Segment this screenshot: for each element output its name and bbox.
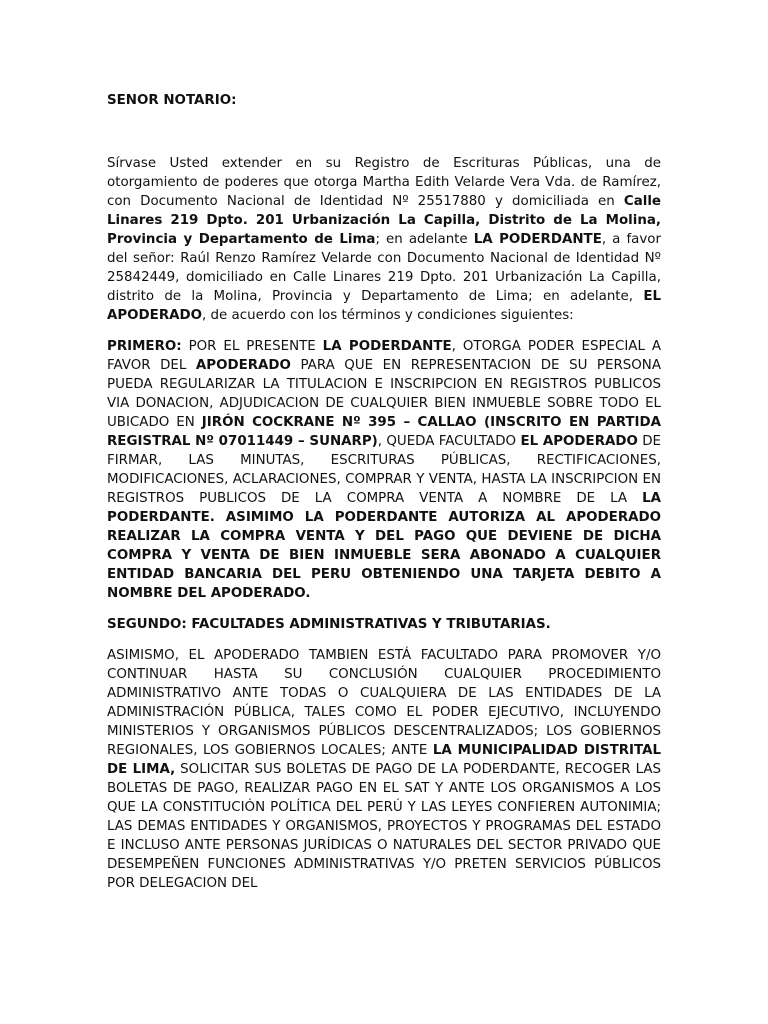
intro-paragraph <box>107 154 661 325</box>
primero-paragraph <box>107 337 661 603</box>
segundo-text-2: SOLICITAR SUS BOLETAS DE PAGO DE LA PODERDANTE, RECOGER LAS BOLETAS DE PAGO, REALIZAR PAGO EN EL SAT Y ANTE LOS ORGANISMOS A LOS QUE LA CONSTITUCIÓN POLÍTICA DEL PERÚ Y LAS LEYES CONFIEREN AUTONIMIA; LAS DEMAS ENTIDADES Y ORGANISMOS, PROYECTOS Y PROGRAMAS DEL ESTADO E INCLUSO ANTE PERSONAS JURÍDICAS O NATURALES DEL SECTOR PRIVADO QUE DESEMPEÑEN FUNCIONES ADMINISTRATIVAS Y/O PRETEN SERVICIOS PÚBLICOS POR DELEGACION DEL <box>107 762 661 891</box>
segundo-paragraph <box>107 646 661 893</box>
intro-poderdante: LA PODERDANTE <box>473 232 602 247</box>
primero-label: PRIMERO: <box>107 339 182 354</box>
intro-apoderado: EL APODERADO <box>107 289 661 323</box>
primero-text-5: DE FIRMAR, LAS MINUTAS, ESCRITURAS PÚBLICAS, RECTIFICACIONES, MODIFICACIONES, ACLARACIONES, COMPRAR Y VENTA, HASTA LA INSCRIPCION EN REGISTROS PUBLICOS DE LA COMPRA VENTA A NOMBRE DE LA <box>107 434 661 506</box>
document-heading: SENOR NOTARIO: <box>107 93 237 108</box>
intro-text-3: , a favor del señor: Raúl Renzo Ramírez Velarde con Documento Nacional de Identidad Nº 25842449, domiciliado en Calle Linares 219 Dpto. 201 Urbanización La Capilla, distrito de la Molina, Provincia y Departamento de Lima; en adelante, <box>107 232 661 304</box>
segundo-title: SEGUNDO: FACULTADES ADMINISTRATIVAS Y TRIBUTARIAS. <box>107 617 551 632</box>
primero-text-1: POR EL PRESENTE <box>181 339 323 354</box>
primero-apoderado: APODERADO <box>195 358 291 373</box>
primero-text-4: , QUEDA FACULTADO <box>377 434 521 449</box>
primero-authorization: LA PODERDANTE. ASIMIMO LA PODERDANTE AUTORIZA AL APODERADO REALIZAR LA COMPRA VENTA Y DEL PAGO QUE DEVIENE DE DICHA COMPRA Y VENTA DE BIEN INMUEBLE SERA ABONADO A CUALQUIER ENTIDAD BANCARIA DEL PERU OBTENIENDO UNA TARJETA DEBITO A NOMBRE DEL APODERADO. <box>107 491 661 601</box>
primero-text-3: PARA QUE EN REPRESENTACION DE SU PERSONA PUEDA REGULARIZAR LA TITULACION E INSCRIPCION EN REGISTROS PUBLICOS VIA DONACION, ADJUDICACION DE CUALQUIER BIEN INMUEBLE SOBRE TODO EL UBICADO EN <box>107 358 661 430</box>
intro-address: Calle Linares 219 Dpto. 201 Urbanización La Capilla, Distrito de La Molina, Provincia y Departamento de Lima <box>107 194 661 247</box>
intro-text-4: , de acuerdo con los términos y condiciones siguientes: <box>202 308 574 323</box>
segundo-municipalidad: LA MUNICIPALIDAD DISTRITAL DE LIMA, <box>107 743 661 777</box>
intro-text-1: Sírvase Usted extender en su Registro de Escrituras Públicas, una de otorgamiento de poderes que otorga Martha Edith Velarde Vera Vda. de Ramírez, con Documento Nacional de Identidad Nº 25517880 y domiciliada en <box>107 156 661 209</box>
primero-text-2: , OTORGA PODER ESPECIAL A FAVOR DEL <box>107 339 662 373</box>
intro-text-2: ; en adelante <box>375 232 474 247</box>
segundo-text-1: ASIMISMO, EL APODERADO TAMBIEN ESTÁ FACULTADO PARA PROMOVER Y/O CONTINUAR HASTA SU CONCLUSIÓN CUALQUIER PROCEDIMIENTO ADMINISTRATIVO ANTE TODAS O CUALQUIERA DE LAS ENTIDADES DE LA ADMINISTRACIÓN PÚBLICA, TALES COMO EL PODER EJECUTIVO, INCLUYENDO MINISTERIOS Y ORGANISMOS PÚBLICOS DESCENTRALIZADOS; LOS GOBIERNOS REGIONALES, LOS GOBIERNOS LOCALES; ANTE <box>107 648 661 758</box>
document-body <box>107 154 661 905</box>
primero-poderdante: LA PODERDANTE <box>322 339 452 354</box>
primero-property: JIRÓN COCKRANE Nº 395 – CALLAO (INSCRITO EN PARTIDA REGISTRAL Nº 07011449 – SUNARP) <box>107 415 661 449</box>
primero-apoderado-2: EL APODERADO <box>520 434 638 449</box>
